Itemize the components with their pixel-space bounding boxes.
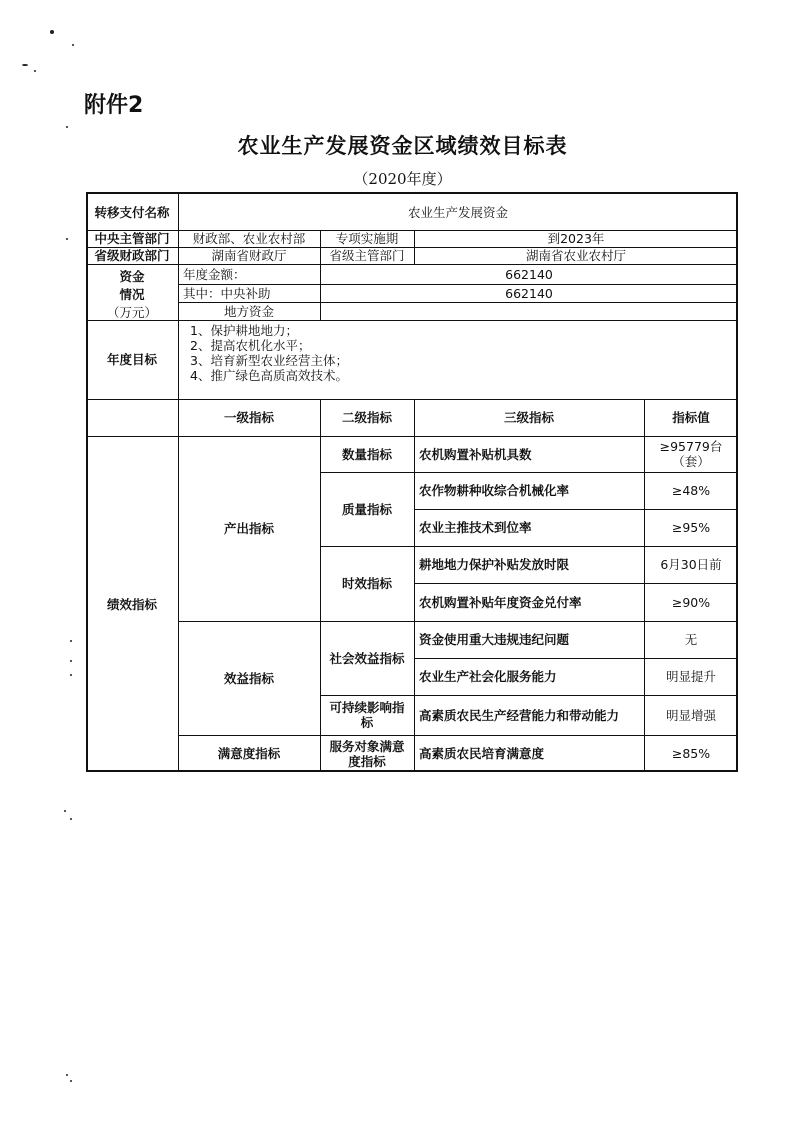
scan-speck — [70, 674, 72, 676]
level2-social: 社会效益指标 — [329, 650, 405, 666]
document-title: 农业生产发展资金区域绩效目标表 — [237, 133, 568, 158]
header-level2: 二级指标 — [341, 410, 392, 425]
level2-service: 服务对象满意度指标 — [329, 738, 405, 769]
level3-item: 农作物耕种收综合机械化率 — [419, 483, 570, 498]
scan-speck — [50, 30, 54, 34]
level3-item: 农业生产社会化服务能力 — [419, 669, 557, 684]
level3-item: 农机购置补贴年度资金兑付率 — [419, 594, 582, 610]
annual-amount-value: 662140 — [505, 266, 553, 282]
document-year: （2020年度） — [353, 170, 452, 188]
central-dept-label: 中央主管部门 — [94, 231, 170, 246]
indicator-value: 明显提升 — [665, 669, 716, 684]
period-label: 专项实施期 — [335, 231, 399, 246]
central-dept-value: 财政部、农业农村部 — [192, 231, 306, 246]
prov-dept-value: 湖南省农业农村厅 — [525, 248, 626, 263]
level2-quantity: 数量指标 — [341, 446, 392, 462]
scan-speck — [66, 126, 68, 128]
funds-label-3: （万元） — [106, 304, 157, 320]
level3-item: 农业主推技术到位率 — [419, 520, 532, 535]
level3-item: 农机购置补贴机具数 — [419, 446, 532, 462]
level3-item: 高素质农民培育满意度 — [419, 746, 545, 761]
scan-speck — [66, 238, 68, 240]
level1-output: 产出指标 — [223, 521, 274, 536]
table-rule — [86, 320, 738, 321]
header-level3: 三级指标 — [503, 410, 554, 425]
prov-finance-value: 湖南省财政厅 — [211, 248, 287, 263]
indicator-value: ≥95779台（套） — [659, 439, 723, 469]
scan-speck — [70, 1080, 72, 1082]
indicator-value: ≥95% — [671, 520, 711, 535]
scan-speck — [70, 818, 72, 820]
scan-speck — [64, 810, 66, 812]
indicator-value: ≥85% — [671, 746, 711, 761]
scan-speck — [22, 64, 28, 66]
central-subsidy-label: 其中：中央补助 — [183, 285, 271, 301]
indicator-value: 无 — [684, 632, 698, 647]
prov-dept-label: 省级主管部门 — [329, 248, 405, 263]
local-funds-value — [320, 302, 738, 320]
scan-speck — [66, 1074, 68, 1076]
performance-indicators-label: 绩效指标 — [106, 596, 157, 612]
prov-finance-label: 省级财政部门 — [94, 248, 170, 263]
annual-goals-label: 年度目标 — [106, 352, 157, 367]
attachment-label: 附件2 — [84, 93, 144, 118]
level3-item: 高素质农民生产经营能力和带动能力 — [419, 707, 620, 723]
indicator-value: 6月30日前 — [660, 557, 722, 572]
scan-speck — [70, 640, 72, 642]
indicator-value: ≥48% — [671, 483, 711, 498]
scan-speck — [72, 44, 74, 46]
funds-label-2: 情况 — [119, 286, 145, 302]
annual-amount-label: 年度金额： — [183, 266, 246, 282]
annual-goals-list — [190, 323, 348, 383]
goal-item: 1、保护耕地地力； — [190, 323, 298, 338]
header-value: 指标值 — [672, 410, 710, 425]
level3-item: 资金使用重大违规违纪问题 — [419, 632, 570, 647]
level2-quality: 质量指标 — [341, 501, 392, 517]
level1-benefit: 效益指标 — [223, 670, 274, 686]
period-value: 到2023年 — [547, 231, 605, 246]
header-level1: 一级指标 — [223, 410, 274, 425]
transfer-name-value: 农业生产发展资金 — [407, 204, 508, 220]
level3-item: 耕地地力保护补贴发放时限 — [419, 557, 570, 572]
goal-item: 4、推广绿色高质高效技术。 — [190, 368, 348, 383]
indicator-value: 明显增强 — [665, 707, 716, 723]
indicator-value: ≥90% — [671, 594, 711, 610]
funds-label-1: 资金 — [119, 268, 145, 284]
transfer-name-label: 转移支付名称 — [94, 204, 170, 220]
level2-sustainable: 可持续影响指标 — [329, 700, 405, 730]
central-subsidy-value: 662140 — [505, 285, 553, 301]
goal-item: 3、培育新型农业经营主体； — [190, 353, 348, 368]
local-funds-label: 地方资金 — [223, 303, 274, 319]
level1-satisfaction: 满意度指标 — [217, 746, 281, 761]
level2-timeliness: 时效指标 — [341, 576, 392, 591]
scan-speck — [70, 660, 72, 662]
scan-speck — [34, 70, 36, 72]
goal-item: 2、提高农机化水平； — [190, 338, 311, 353]
